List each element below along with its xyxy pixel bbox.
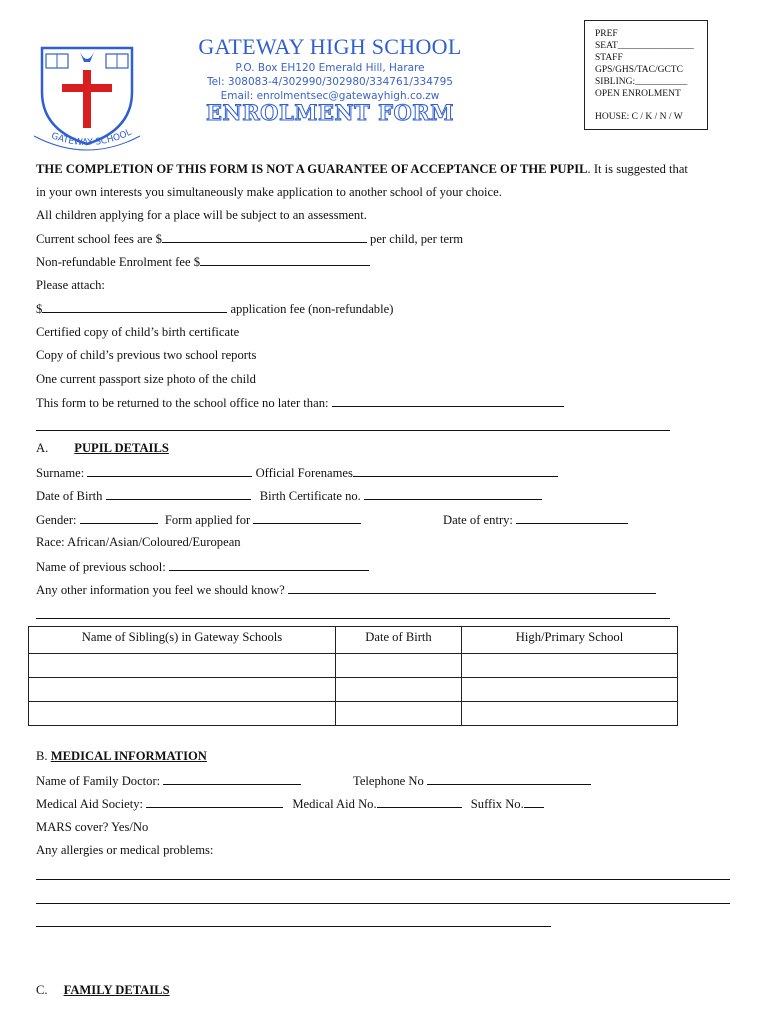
school-fees-line	[36, 231, 463, 247]
aid-no-label: Medical Aid No.	[289, 797, 377, 811]
enrol-fee-label: Non-refundable Enrolment fee $	[36, 255, 201, 269]
section-a-title: PUPIL DETAILS	[74, 441, 169, 455]
office-use-box	[584, 20, 708, 130]
col-school: High/Primary School	[462, 627, 678, 654]
office-open-enrolment: OPEN ENROLMENT	[595, 89, 681, 99]
section-c-title: FAMILY DETAILS	[63, 983, 170, 997]
assessment-line: All children applying for a place will be subject to an assessment.	[36, 208, 367, 222]
prev-school-line	[36, 559, 369, 575]
return-label: This form to be returned to the school office no later than:	[36, 396, 332, 410]
medical-aid-line	[36, 796, 544, 812]
fees-suffix: per child, per term	[366, 232, 464, 246]
doctor-label: Name of Family Doctor:	[36, 774, 164, 788]
app-fee-field[interactable]	[42, 301, 227, 313]
table-cell[interactable]	[29, 654, 336, 678]
allergies-field-1[interactable]	[36, 879, 730, 880]
doctor-line	[36, 773, 301, 789]
office-staff: STAFF	[595, 53, 623, 63]
gender-label: Gender:	[36, 513, 80, 527]
table-cell[interactable]	[29, 678, 336, 702]
other-info-line	[36, 582, 656, 598]
attach-label: Please attach:	[36, 278, 105, 292]
notice-rest: . It is suggested that	[587, 162, 688, 176]
section-c-heading	[36, 983, 170, 998]
date-entry-field[interactable]	[516, 512, 628, 524]
date-entry-label: Date of entry:	[443, 513, 517, 527]
gender-line	[36, 512, 361, 528]
school-crest-logo	[28, 40, 146, 152]
mars-line: MARS cover? Yes/No	[36, 820, 149, 834]
table-cell[interactable]	[336, 654, 462, 678]
allergies-field-2[interactable]	[36, 903, 730, 904]
date-entry-line	[443, 512, 628, 528]
other-info-field[interactable]	[288, 582, 656, 594]
school-email: Email: enrolmentsec@gatewayhigh.co.zw	[220, 90, 440, 102]
col-dob: Date of Birth	[336, 627, 462, 654]
return-date-field[interactable]	[332, 395, 564, 407]
crest-motto-text: GATEWAY SCHOOL	[49, 127, 134, 149]
notice-bold: THE COMPLETION OF THIS FORM IS NOT A GUARANTEE OF ACCEPTANCE OF THE PUPIL	[36, 162, 588, 176]
office-gps: GPS/GHS/TAC/GCTC	[595, 65, 683, 75]
section-a-heading	[36, 441, 169, 456]
reports-item: Copy of child’s previous two school reports	[36, 348, 257, 362]
photo-item: One current passport size photo of the child	[36, 372, 256, 386]
suffix-field[interactable]	[524, 796, 544, 808]
app-fee-label: application fee (non-refundable)	[227, 302, 394, 316]
office-sibling[interactable]: SIBLING:___________	[595, 77, 688, 87]
notice-line-2: in your own interests you simultaneously make application to another school of your choice.	[36, 185, 502, 199]
allergies-field-3[interactable]	[36, 926, 551, 927]
dob-field[interactable]	[106, 488, 251, 500]
school-name: GATEWAY HIGH SCHOOL	[198, 34, 462, 59]
birth-cert-no-field[interactable]	[364, 488, 542, 500]
other-info-label: Any other information you feel we should know?	[36, 583, 288, 597]
office-house: HOUSE: C / K / N / W	[595, 112, 683, 122]
table-header-row	[29, 627, 678, 654]
table-cell[interactable]	[336, 702, 462, 726]
surname-field[interactable]	[87, 465, 252, 477]
surname-line	[36, 465, 558, 481]
allergies-label: Any allergies or medical problems:	[36, 843, 214, 857]
dob-label: Date of Birth	[36, 489, 106, 503]
enrol-fee-field[interactable]	[200, 254, 370, 266]
table-cell[interactable]	[336, 678, 462, 702]
table-row	[29, 678, 678, 702]
section-b-title: MEDICAL INFORMATION	[50, 749, 207, 763]
forenames-label: Official Forenames	[252, 466, 353, 480]
forenames-field[interactable]	[353, 465, 558, 477]
siblings-table	[28, 626, 678, 726]
race-line: Race: African/Asian/Coloured/European	[36, 535, 241, 549]
divider	[36, 430, 670, 431]
return-date-line	[36, 395, 564, 411]
section-b-heading	[36, 749, 207, 764]
form-title: ENROLMENT FORM	[206, 100, 454, 125]
aid-society-label: Medical Aid Society:	[36, 797, 147, 811]
aid-society-field[interactable]	[146, 796, 283, 808]
birth-cert-no-label: Birth Certificate no.	[256, 489, 364, 503]
table-row	[29, 702, 678, 726]
table-row	[29, 654, 678, 678]
section-c-letter: C.	[36, 983, 48, 997]
doctor-field[interactable]	[163, 773, 301, 785]
application-fee-line	[36, 301, 393, 317]
notice-line	[36, 162, 688, 177]
col-sibling-name: Name of Sibling(s) in Gateway Schools	[29, 627, 336, 654]
section-b-letter: B.	[36, 749, 48, 763]
form-applied-field[interactable]	[253, 512, 361, 524]
suffix-label: Suffix No.	[467, 797, 524, 811]
app-fee-dollar: $	[36, 302, 43, 316]
surname-label: Surname:	[36, 466, 88, 480]
section-a-letter: A.	[36, 441, 49, 455]
office-seat[interactable]: SEAT________________	[595, 41, 694, 51]
telephone-line	[353, 773, 591, 789]
fees-label: Current school fees are $	[36, 232, 162, 246]
dob-line	[36, 488, 542, 504]
telephone-field[interactable]	[427, 773, 591, 785]
aid-no-field[interactable]	[377, 796, 462, 808]
other-info-field-2[interactable]	[36, 618, 670, 619]
table-cell[interactable]	[462, 654, 678, 678]
birth-cert-item: Certified copy of child’s birth certificate	[36, 325, 240, 339]
table-cell[interactable]	[29, 702, 336, 726]
table-cell[interactable]	[462, 678, 678, 702]
form-applied-label: Form applied for	[161, 513, 254, 527]
school-telephone: Tel: 308083-4/302990/302980/334761/334795	[207, 76, 453, 88]
prev-school-field[interactable]	[169, 559, 369, 571]
office-pref: PREF	[595, 29, 618, 39]
gender-field[interactable]	[80, 512, 158, 524]
fees-field[interactable]	[162, 231, 367, 243]
school-address: P.O. Box EH120 Emerald Hill, Harare	[235, 62, 425, 74]
enrolment-fee-line	[36, 254, 370, 270]
prev-school-label: Name of previous school:	[36, 560, 169, 574]
table-cell[interactable]	[462, 702, 678, 726]
telephone-label: Telephone No	[353, 774, 427, 788]
